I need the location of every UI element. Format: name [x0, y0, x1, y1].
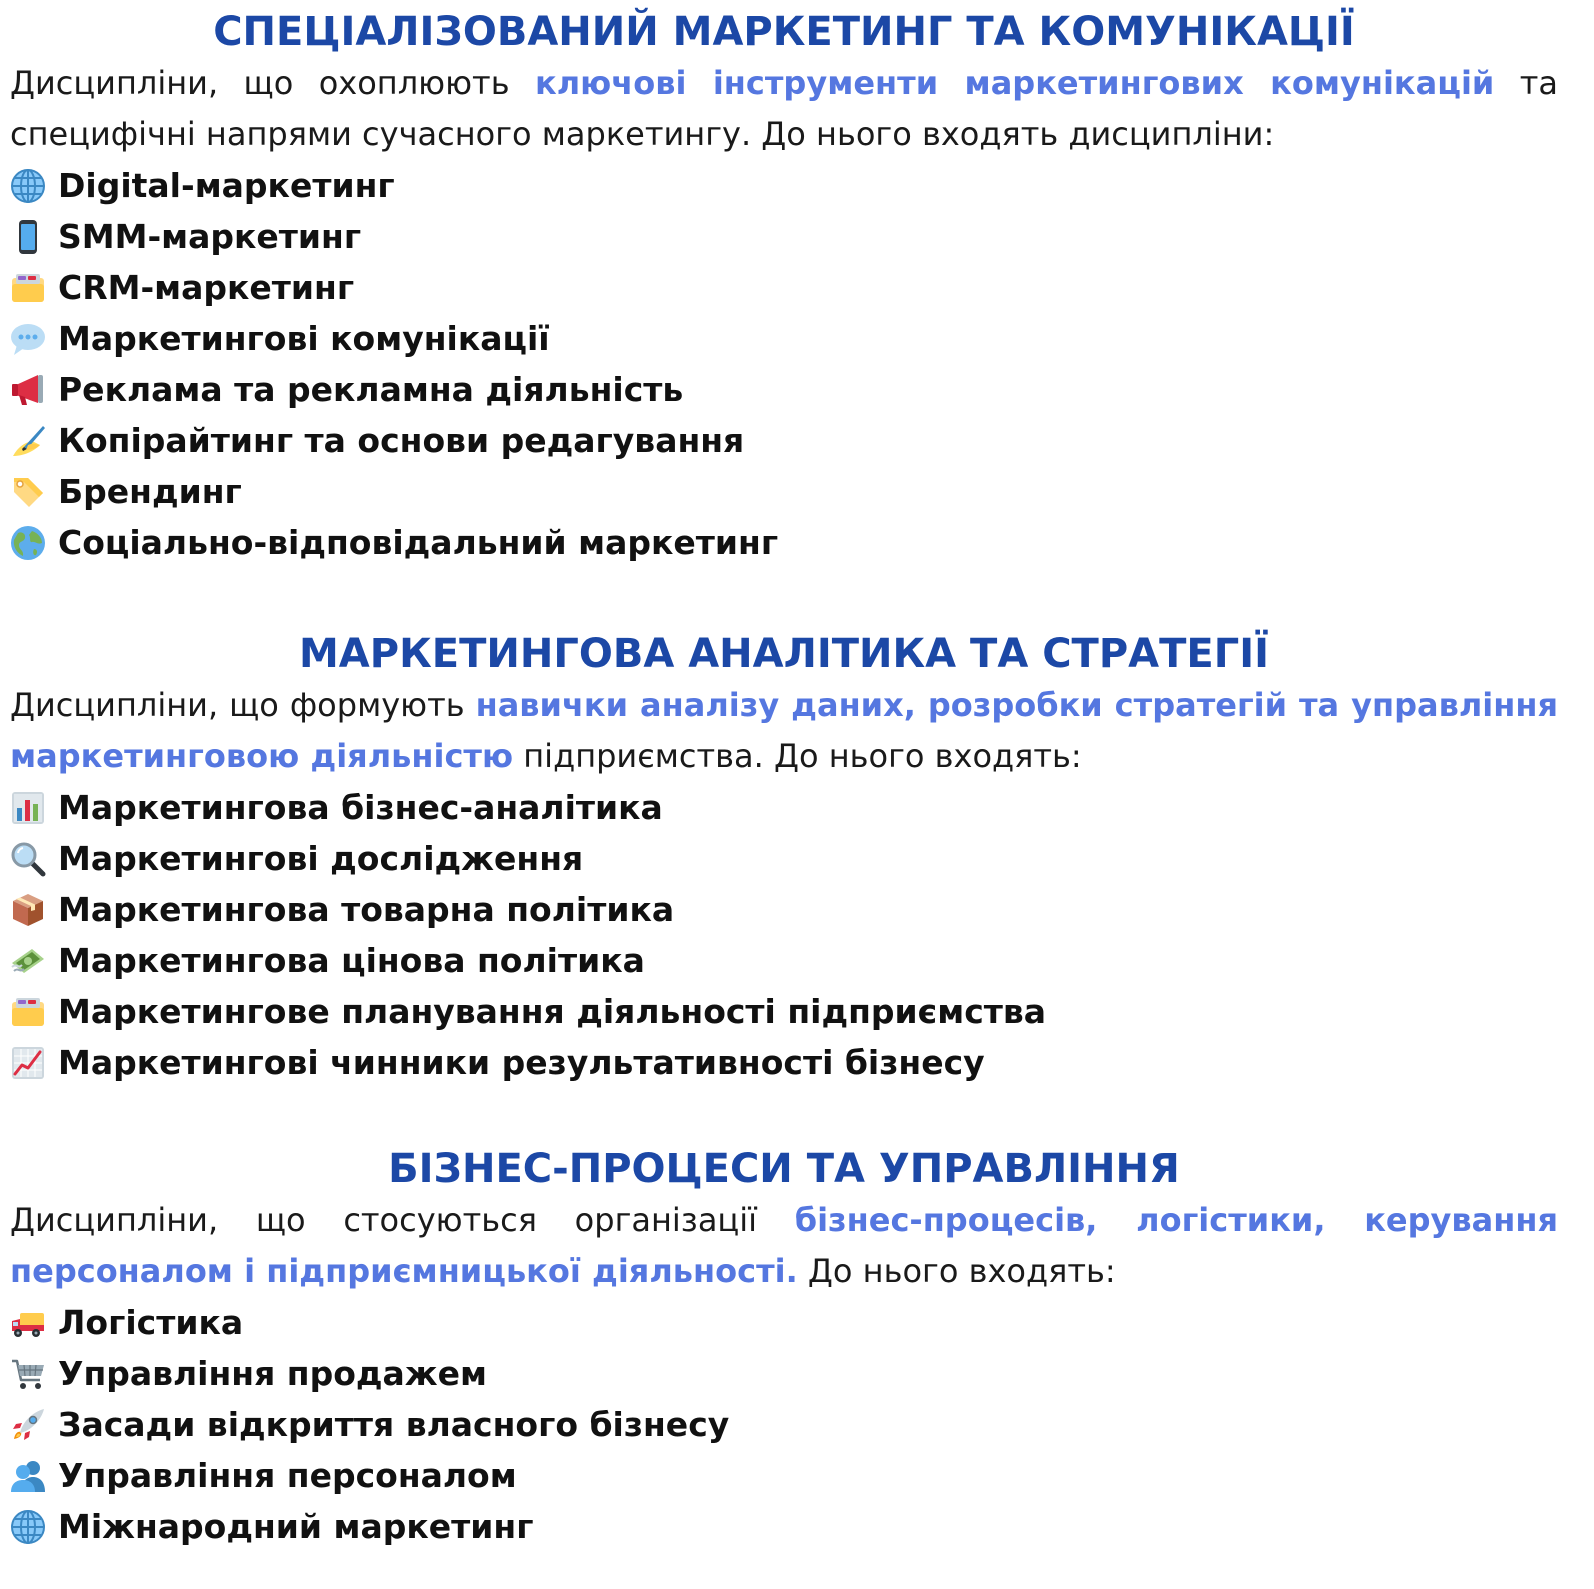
- megaphone-icon: [10, 372, 46, 408]
- intro-text: Дисципліни, що охоплюють: [10, 64, 535, 102]
- intro-text: До нього входять:: [797, 1252, 1116, 1290]
- globe-icon: [10, 1509, 46, 1545]
- list-item: [10, 466, 1558, 517]
- card-index-icon: [10, 270, 46, 306]
- label-tag-icon: [10, 474, 46, 510]
- section-heading: БІЗНЕС-ПРОЦЕСИ ТА УПРАВЛІННЯ: [388, 1146, 1180, 1192]
- intro-text: Дисципліни, що стосуються організації: [10, 1201, 795, 1239]
- intro-highlight: навички аналізу даних, розробки стратегій та управління маркетинговою діяльністю: [10, 686, 1558, 775]
- rocket-icon: [10, 1407, 46, 1443]
- section-heading: МАРКЕТИНГОВА АНАЛІТИКА ТА СТРАТЕГІЇ: [299, 631, 1269, 677]
- list-item: [10, 415, 1558, 466]
- globe-icon: [10, 168, 46, 204]
- list-item-label: Маркетингове планування діяльності підприємства: [58, 992, 1047, 1031]
- list-item: [10, 1501, 1558, 1552]
- list-item: [10, 935, 1558, 986]
- package-icon: [10, 892, 46, 928]
- list-item: [10, 884, 1558, 935]
- shopping-cart-icon: [10, 1356, 46, 1392]
- intro-highlight: ключові інструменти маркетингових комунікацій: [535, 64, 1495, 102]
- list-item-label: Маркетингова бізнес-аналітика: [58, 788, 663, 827]
- list-item-label: SMM-маркетинг: [58, 217, 362, 256]
- speech-bubble-icon: [10, 321, 46, 357]
- list-item: [10, 782, 1558, 833]
- section-intro: [10, 58, 1558, 160]
- list-item-label: Копірайтинг та основи редагування: [58, 421, 745, 460]
- money-with-wings-icon: [10, 943, 46, 979]
- list-item-label: Маркетингові чинники результативності бізнесу: [58, 1043, 985, 1082]
- list-item-label: Управління персоналом: [58, 1456, 517, 1495]
- list-item-label: Маркетингова цінова політика: [58, 941, 645, 980]
- list-item-label: Управління продажем: [58, 1354, 487, 1393]
- section-specialized-marketing: [10, 6, 1558, 568]
- bar-chart-icon: [10, 790, 46, 826]
- intro-text: Дисципліни, що формують: [10, 686, 476, 724]
- earth-globe-icon: [10, 525, 46, 561]
- section-intro: [10, 680, 1558, 782]
- list-item: [10, 1450, 1558, 1501]
- list-item: [10, 1399, 1558, 1450]
- list-item: [10, 1348, 1558, 1399]
- list-item: [10, 262, 1558, 313]
- list-item: [10, 986, 1558, 1037]
- list-item: [10, 313, 1558, 364]
- section-intro: [10, 1195, 1558, 1297]
- writing-hand-icon: [10, 423, 46, 459]
- list-item-label: Маркетингова товарна політика: [58, 890, 675, 929]
- intro-text: підприємства. До нього входять:: [513, 737, 1082, 775]
- discipline-list: [10, 782, 1558, 1088]
- mobile-phone-icon: [10, 219, 46, 255]
- chart-increasing-icon: [10, 1045, 46, 1081]
- magnifying-glass-icon: [10, 841, 46, 877]
- list-item-label: Соціально-відповідальний маркетинг: [58, 523, 779, 562]
- list-item-label: Маркетингові комунікації: [58, 319, 550, 358]
- card-index-icon: [10, 994, 46, 1030]
- list-item: [10, 160, 1558, 211]
- intro-text: та специфічні напрями сучасного маркетингу. До нього входять дисципліни:: [10, 64, 1559, 153]
- list-item: [10, 364, 1558, 415]
- list-item: [10, 1037, 1558, 1088]
- list-item-label: Міжнародний маркетинг: [58, 1507, 534, 1546]
- intro-highlight: бізнес-процесів, логістики, керування персоналом і підприємницької діяльності.: [10, 1201, 1558, 1290]
- section-business-processes: [10, 1143, 1558, 1552]
- list-item-label: Маркетингові дослідження: [58, 839, 584, 878]
- list-item: [10, 517, 1558, 568]
- list-item-label: CRM-маркетинг: [58, 268, 355, 307]
- list-item: [10, 833, 1558, 884]
- delivery-truck-icon: [10, 1305, 46, 1341]
- people-icon: [10, 1458, 46, 1494]
- section-marketing-analytics: [10, 628, 1558, 1088]
- list-item-label: Логістика: [58, 1303, 244, 1342]
- list-item-label: Digital-маркетинг: [58, 166, 395, 205]
- list-item-label: Брендинг: [58, 472, 242, 511]
- list-item: [10, 211, 1558, 262]
- list-item-label: Засади відкриття власного бізнесу: [58, 1405, 730, 1444]
- discipline-list: [10, 160, 1558, 568]
- discipline-list: [10, 1297, 1558, 1552]
- list-item: [10, 1297, 1558, 1348]
- section-heading: СПЕЦІАЛІЗОВАНИЙ МАРКЕТИНГ ТА КОМУНІКАЦІЇ: [213, 9, 1355, 55]
- list-item-label: Реклама та рекламна діяльність: [58, 370, 684, 409]
